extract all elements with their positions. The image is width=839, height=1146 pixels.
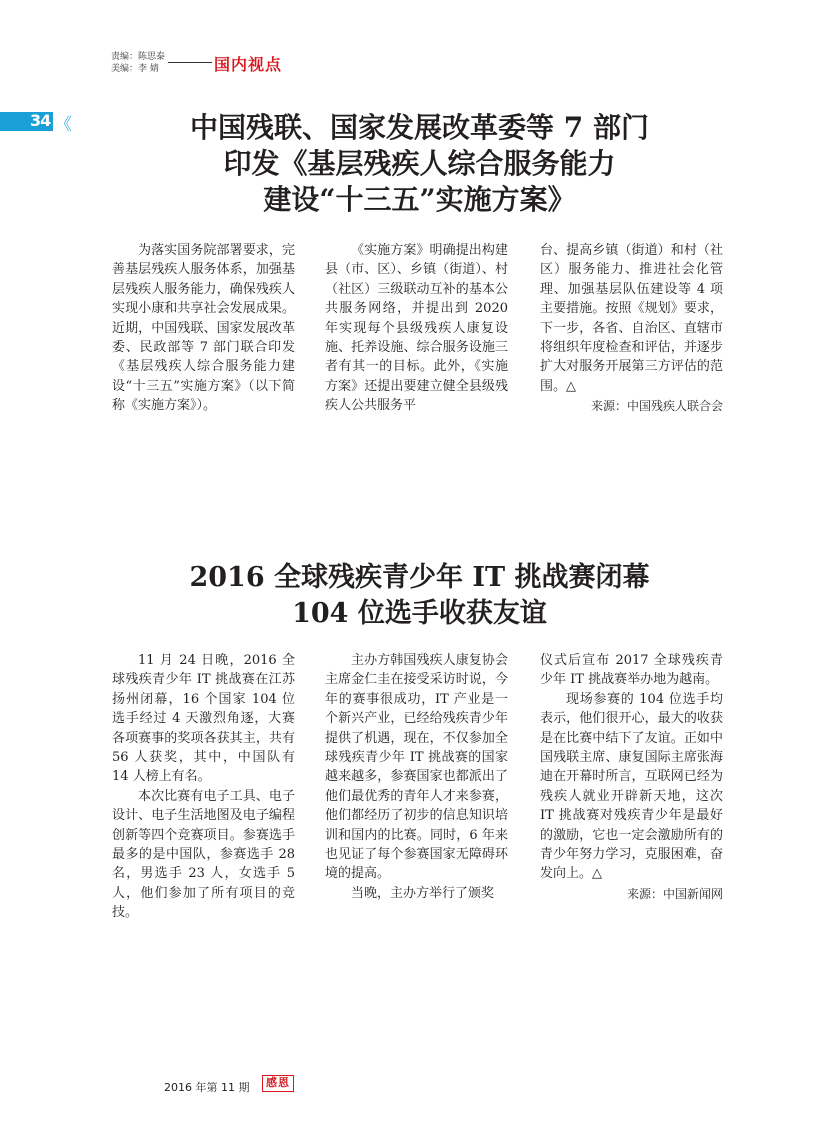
headline-line: 建设“十三五”实施方案》 bbox=[263, 183, 576, 216]
paragraph: 本次比赛有电子工具、电子设计、电子生活地图及电子编程创新等四个竞赛项目。参赛选手最多的是中国队，参赛选手 28 名，男选手 23 人，女选手 5 人，他们参加了所有项目的竞技。 bbox=[112, 788, 295, 921]
article1-column-2 bbox=[325, 241, 508, 416]
editor-line: 责编：陈思泰 bbox=[111, 52, 166, 62]
article2-headline bbox=[0, 560, 839, 632]
article2-column-1 bbox=[112, 651, 295, 923]
headline-line: 印发《基层残疾人综合服务能力 bbox=[223, 147, 616, 180]
paragraph: 为落实国务院部署要求，完善基层残疾人服务体系，加强基层残疾人服务能力，确保残疾人实现小康和共享社会发展成果。近期，中国残联、国家发展改革委、民政部等 7 部门联合印发《基层残疾人综合服务能力建设“十三五”实施方案》（以下简称《实施方案》）。 bbox=[112, 243, 295, 414]
editor-credits bbox=[111, 51, 165, 75]
magazine-logo: 感恩 bbox=[262, 1075, 294, 1092]
article1-column-3 bbox=[540, 241, 723, 416]
article1-column-1 bbox=[112, 241, 295, 416]
paragraph: 现场参赛的 104 位选手均表示，他们很开心，最大的收获是在比赛中结下了友谊。正如中国残联主席、康复国际主席张海迪在开幕时所言，互联网已经为残疾人就业开辟新天地，这次 IT 挑战赛对残疾青少年是最好的激励，它也一定会激励所有的青少年努力学习，克服困难，奋发向上。△ bbox=[540, 691, 723, 882]
headline-line: 中国残联、国家发展改革委等 7 部门 bbox=[190, 111, 649, 144]
page-chevron: 《 bbox=[55, 115, 72, 135]
headline-line: 104 位选手收获友谊 bbox=[292, 598, 547, 629]
paragraph: 台、提高乡镇（街道）和村（社区）服务能力、推进社会化管理、加强基层队伍建设等 4 项主要措施。按照《规划》要求，下一步，各省、自治区、直辖市将组织年度检查和评估，并逐步扩大对服务开展第三方评估的范围。△ bbox=[540, 243, 723, 394]
designer-line: 美编：李 婧 bbox=[111, 64, 159, 74]
article1-source: 来源：中国残疾人联合会 bbox=[590, 399, 723, 414]
article2-column-3 bbox=[540, 651, 723, 904]
article1-headline bbox=[0, 110, 839, 218]
paragraph: 11 月 24 日晚，2016 全球残疾青少年 IT 挑战赛在江苏扬州闭幕，16 个国家 104 位选手经过 4 天激烈角逐，大赛各项赛事的奖项各获其主，共有 56 人获奖，其中，中国队有 14 人榜上有名。 bbox=[112, 653, 295, 785]
headline-line: 2016 全球残疾青少年 IT 挑战赛闭幕 bbox=[189, 562, 650, 593]
paragraph: 当晚，主办方举行了颁奖 bbox=[351, 885, 495, 901]
paragraph: 《实施方案》明确提出构建县（市、区）、乡镇（街道）、村（社区）三级联动互补的基本公共服务网络，并提出到 2020 年实现每个县级残疾人康复设施、托养设施、综合服务设施三者有其一的目标。此外，《实施方案》还提出要建立健全县级残疾人公共服务平 bbox=[325, 243, 508, 414]
issue-label: 2016 年第 11 期 bbox=[164, 1081, 250, 1094]
paragraph: 主办方韩国残疾人康复协会主席金仁圭在接受采访时说，今年的赛事很成功，IT 产业是一个新兴产业，已经给残疾青少年提供了机遇，现在，不仅参加全球残疾青少年 IT 挑战赛的国家越来越多，参赛国家也都派出了他们最优秀的青年人才来参赛，他们都经历了初步的信息知识培训和国内的比赛。同时，6 年来也见证了每个参赛国家无障碍环境的提高。 bbox=[325, 653, 508, 882]
page-number: 34 bbox=[30, 111, 51, 130]
article2-column-2 bbox=[325, 651, 508, 903]
article2-source: 来源：中国新闻网 bbox=[626, 886, 723, 901]
section-rule bbox=[168, 62, 212, 63]
paragraph: 仪式后宣布 2017 全球残疾青少年 IT 挑战赛举办地为越南。 bbox=[540, 653, 723, 688]
section-title: 国内视点 bbox=[214, 55, 283, 74]
